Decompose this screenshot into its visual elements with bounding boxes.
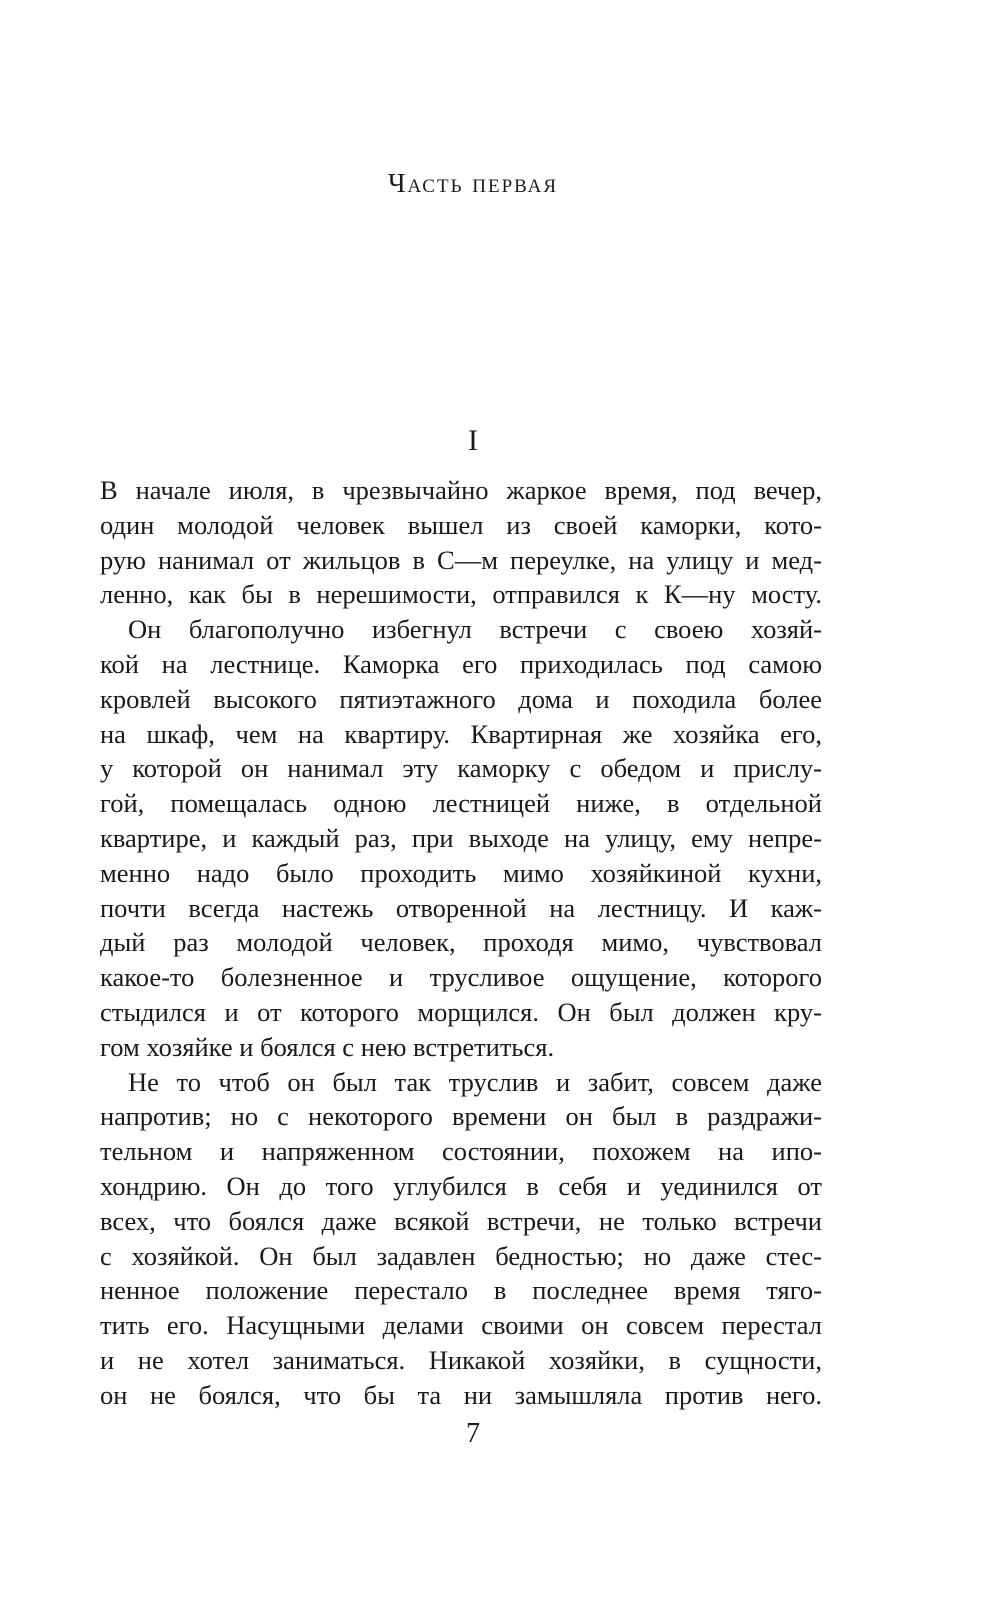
page-number: 7 (466, 1418, 480, 1449)
paragraph (100, 1065, 822, 1413)
text-line: он не боялся, что бы та ни замышляла против него. (100, 1379, 822, 1410)
paragraph (100, 612, 822, 1064)
text-line: какое-то болезненное и трусливое ощущение, которого (100, 962, 822, 993)
text-line: Не то чтоб он был так труслив и забит, совсем даже (128, 1066, 822, 1097)
text-line: В начале июля, в чрезвычайно жаркое время, под вечер, (100, 475, 822, 505)
text-line: кровлей высокого пятиэтажного дома и походила более (100, 683, 822, 714)
text-line: гой, помещалась одною лестницей ниже, в отдельной (100, 788, 822, 819)
text-line: тить его. Насущными делами своими он совсем перестал (100, 1310, 822, 1341)
text-line: почти всегда настежь отворенной на лестницу. И каж- (100, 892, 822, 923)
text-line: у которой он нанимал эту каморку с обедом и прислу- (100, 753, 822, 784)
part-title: Часть первая (387, 168, 559, 198)
text-line: кой на лестнице. Каморка его приходилась под самою (100, 648, 822, 679)
text-line: хондрию. Он до того углубился в себя и уединился от (100, 1170, 822, 1201)
chapter-number: I (468, 424, 478, 457)
text-line: ленно, как бы в нерешимости, отправился к К—ну мосту. (100, 579, 822, 610)
paragraph (100, 473, 822, 612)
text-line: всех, что боялся даже всякой встречи, не только встречи (100, 1205, 822, 1236)
text-line: один молодой человек вышел из своей каморки, кото- (100, 509, 822, 540)
text-line: тельном и напряженном состоянии, похожем на ипо- (100, 1136, 822, 1167)
body-text (100, 473, 822, 1413)
text-line: Он благополучно избегнул встречи с своею хозяй- (128, 614, 822, 645)
text-line: дый раз молодой человек, проходя мимо, чувствовал (100, 927, 822, 958)
text-line: рую нанимал от жильцов в С—м переулке, на улицу и мед- (100, 544, 822, 575)
text-line: ненное положение перестало в последнее время тяго- (100, 1275, 822, 1306)
text-line: менно надо было проходить мимо хозяйкиной кухни, (100, 857, 822, 888)
text-line: квартире, и каждый раз, при выходе на улицу, ему непре- (100, 822, 822, 853)
text-line: с хозяйкой. Он был задавлен бедностью; но даже стес- (100, 1240, 822, 1271)
text-line: стыдился и от которого морщился. Он был должен кру- (100, 996, 822, 1027)
text-line: на шкаф, чем на квартиру. Квартирная же хозяйка его, (100, 718, 822, 749)
text-line: напротив; но с некоторого времени он был в раздражи- (100, 1101, 822, 1132)
text-line: гом хозяйке и боялся с нею встретиться. (100, 1031, 555, 1062)
text-line: и не хотел заниматься. Никакой хозяйки, в сущности, (100, 1344, 822, 1375)
